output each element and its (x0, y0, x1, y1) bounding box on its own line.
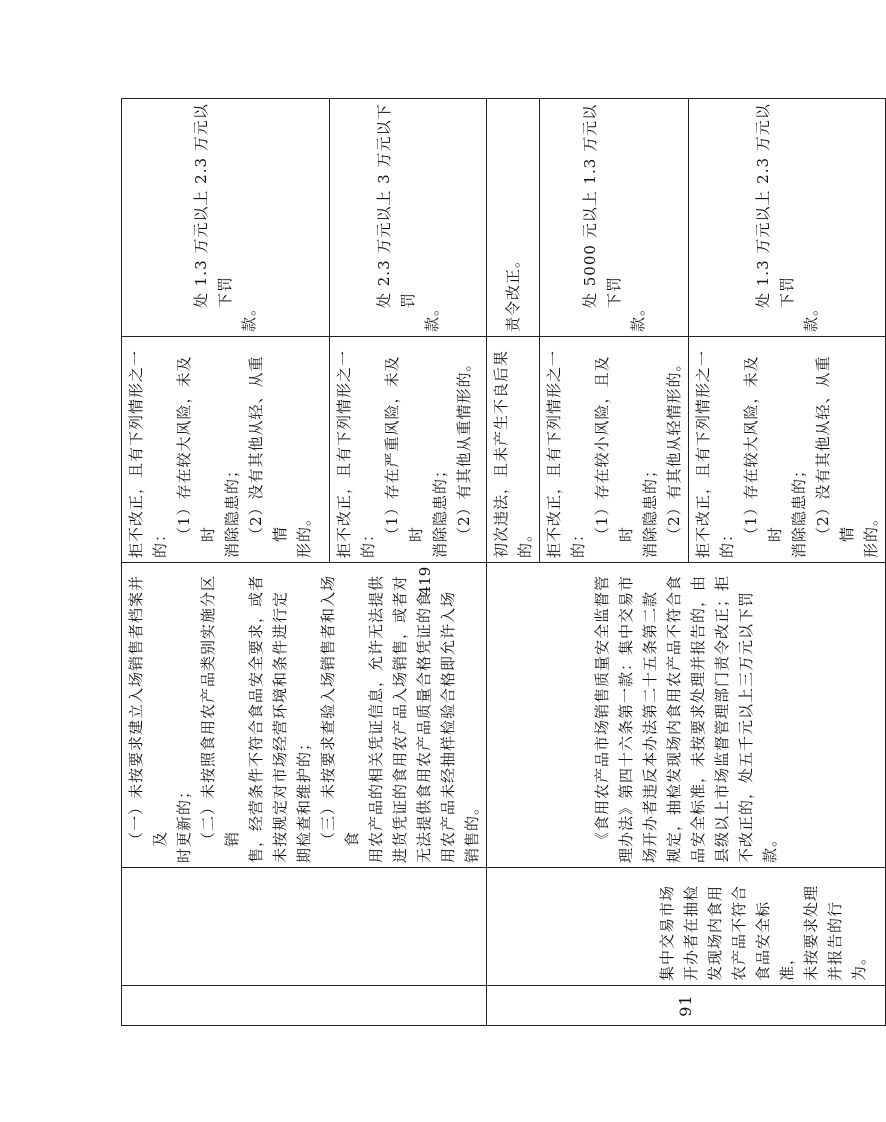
text-line: （1）存在严重风险，未及时 (382, 355, 425, 542)
text-line: 《食用农产品市场销售质量安全监督管 (593, 574, 611, 847)
text-line: 责令改正。 (504, 251, 522, 332)
text-line: 规定，抽检发现场内食用农产品不符合食 (665, 574, 683, 863)
text-line: 款。 (422, 299, 441, 332)
text-line: 无法提供食用农产品质量合格凭证的食 (415, 590, 433, 863)
text-line: 农产品不符合 (730, 884, 748, 981)
text-line: 售，经营条件不符合食品安全要求，或者 (247, 574, 265, 863)
text-line: 不改正的，处五千元以上三万元以下罚 (737, 590, 755, 863)
text-line: 开办者在抽检 (682, 884, 700, 981)
text-line: （一）未按要求建立入场销售者档案并及 (127, 574, 169, 847)
text-line: （三）未按要求查验入场销售者和入场食 (319, 574, 361, 847)
text-line: 形的。 (295, 509, 313, 558)
row-b-violation (487, 563, 886, 868)
text-line: 拒不改正，且有下列情形之一 (694, 349, 712, 558)
text-line: 销售的。 (463, 798, 481, 863)
text-line: 期检查和维护的； (295, 734, 313, 863)
row-a-item (122, 868, 487, 986)
text-line: （2）没有其他从轻、从重情 (814, 355, 856, 542)
table-row (487, 99, 540, 1026)
text-line: 集中交易市场 (658, 884, 676, 981)
text-line: 形的。 (862, 509, 880, 558)
text-line: 消除隐患的； (790, 461, 808, 558)
text-line: 用农产品未经抽样检验合格即允许入场 (439, 590, 457, 863)
text-line: 发现场内食用 (706, 884, 724, 981)
row-a-penalty-1 (122, 99, 330, 337)
text-line: 的： (151, 525, 169, 558)
text-line: 品安全标准，未按要求处理并报告的，由 (689, 574, 707, 863)
text-line: （1）存在较大风险，未及时 (175, 355, 217, 542)
text-line: 时更新的； (175, 782, 193, 863)
text-line: 食品安全标准， (754, 900, 796, 981)
text-line: 县级以上市场监督管理部门责令改正；拒 (713, 574, 731, 863)
text-line: 初次违法，且未产生不良后果 (492, 349, 510, 558)
text-line: 款。 (629, 299, 647, 332)
page-number: 419 (416, 566, 434, 596)
penalty-table-rotated (121, 99, 880, 1026)
text-line: 拒不改正，且有下列情形之一 (545, 349, 563, 558)
text-line: 进货凭证的食用农产品入场销售，或者对 (391, 574, 409, 863)
row-a-condition-1 (122, 337, 330, 563)
row-b-condition-3 (689, 337, 886, 563)
text-line: 拒不改正，且有下列情形之一 (334, 349, 353, 558)
text-line: （2）有其他从轻情形的。 (665, 355, 683, 542)
rotated-table-frame (121, 99, 880, 1026)
row-b-penalty-2 (540, 99, 689, 337)
row-a-violation (122, 563, 487, 868)
text-line: 款。 (761, 830, 779, 863)
row-a-penalty-2 (329, 99, 486, 337)
text-line: 款。 (240, 299, 259, 332)
text-line: 理办法》第四十六条第一款：集中交易市 (617, 574, 635, 863)
text-line: 消除隐患的； (430, 461, 449, 558)
row-a-condition-2 (329, 337, 486, 563)
text-line: 处 1.3 万元以上 2.3 万元以下罚 (192, 103, 235, 308)
row-a-number (122, 986, 487, 1026)
text-line: 处 5000 元以上 1.3 万元以下罚 (581, 103, 623, 308)
text-line: 的： (718, 525, 736, 558)
text-line: 并报告的行为。 (826, 900, 868, 981)
penalty-table (121, 98, 886, 1026)
text-line: 的： (569, 525, 587, 558)
row-b-penalty-3 (689, 99, 886, 337)
text-line: 消除隐患的； (641, 461, 659, 558)
text-line: 用农产品的相关凭证信息，允许无法提供 (367, 574, 385, 863)
row-b-penalty-1 (487, 99, 540, 337)
row-b-item (487, 868, 886, 986)
text-line: 款。 (802, 299, 820, 332)
text-line: 的： (358, 525, 377, 558)
table-row (122, 99, 330, 1026)
row-b-condition-1 (487, 337, 540, 563)
text-line: 消除隐患的； (223, 461, 241, 558)
text-line: 未按规定对市场经营环境和条件进行定 (271, 590, 289, 863)
row-b-condition-2 (540, 337, 689, 563)
text-line: 的。 (516, 525, 534, 558)
text-line: 处 1.3 万元以上 2.3 万元以下罚 (754, 103, 796, 308)
text-line: 未按要求处理 (802, 884, 820, 981)
text-line: 场开办者违反本办法第二十五条第二款 (641, 590, 659, 863)
text-line: （1）存在较大风险，未及时 (742, 355, 784, 542)
text-line: 拒不改正，且有下列情形之一 (127, 349, 145, 558)
text-line: （2）有其他从重情形的。 (454, 355, 473, 542)
row-b-number: 91 (487, 986, 886, 1026)
text-line: （1）存在较小风险，且及时 (593, 355, 635, 542)
text-line: （2）没有其他从轻、从重情 (247, 355, 289, 542)
text-line: 处 2.3 万元以上 3 万元以下罚 (374, 103, 417, 308)
text-line: （二）未按照食用农产品类别实施分区销 (199, 574, 241, 847)
